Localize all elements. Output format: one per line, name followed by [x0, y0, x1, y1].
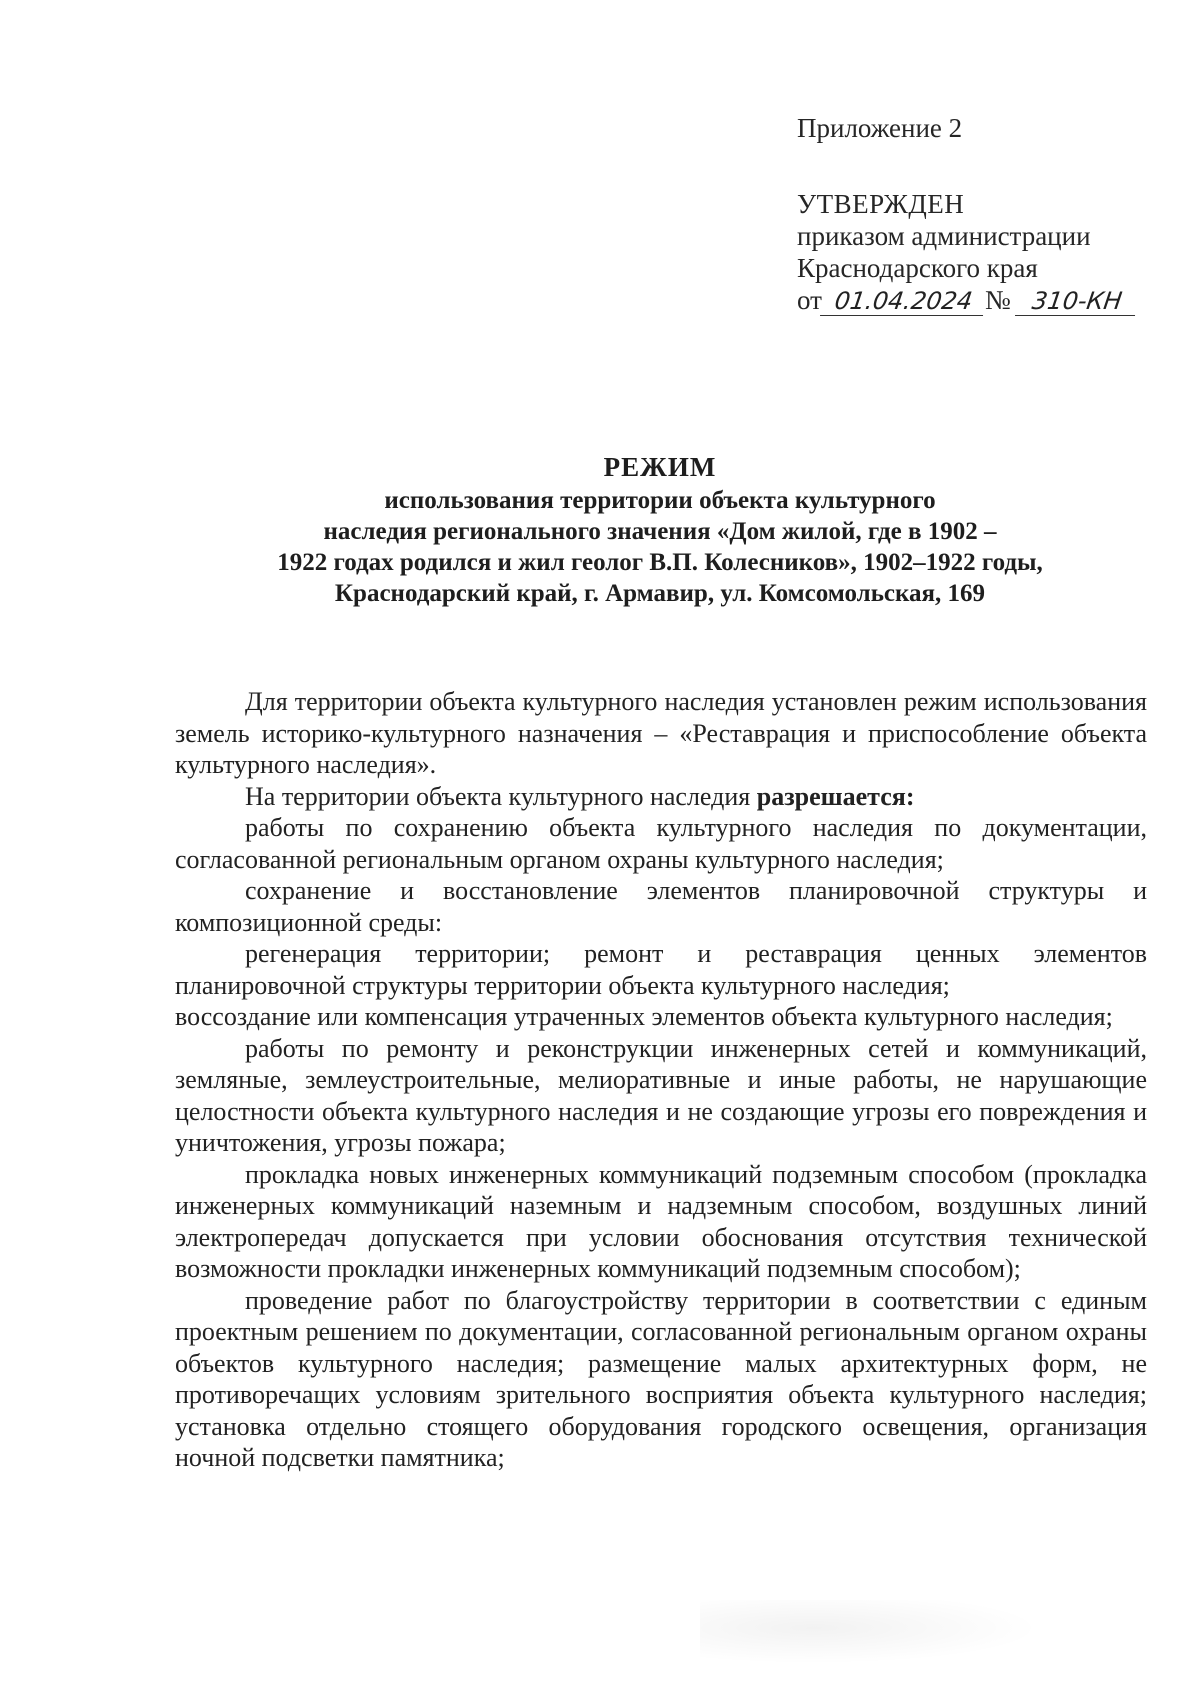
document-title — [170, 452, 1150, 609]
handwritten-date: 01.04.2024 — [820, 287, 987, 316]
document-body — [175, 686, 1147, 1474]
title-line-4: Краснодарский край, г. Армавир, ул. Комсомольская, 169 — [334, 580, 986, 607]
paragraph-regeneration: регенерация территории; ремонт и реставрация ценных элементов планировочной структуры территории объекта культурного наследия; — [175, 939, 1147, 1000]
paragraph-structure-restoration: сохранение и восстановление элементов планировочной структуры и композиционной среды: — [175, 876, 1147, 937]
handwritten-number: 310-КН — [1015, 287, 1139, 316]
paragraph-recreation: воссоздание или компенсация утраченных элементов объекта культурного наследия; — [175, 1002, 1113, 1031]
approval-date-number-line — [797, 284, 1137, 316]
from-prefix: от — [797, 285, 822, 315]
title-line-1: использования территории объекта культурного — [384, 487, 936, 514]
permitted-intro-text: На территории объекта культурного наследия — [245, 781, 757, 811]
paragraph-landscaping: проведение работ по благоустройству территории в соответствии с единым проектным решением по документации, согласованной региональным органом охраны объектов культурного наследия; размещение малых архитектурных форм, не противоречащих условиям зрительного восприятия объекта культурного наследия; установка отдельно стоящего оборудования городского освещения, организация ночной подсветки памятника; — [175, 1285, 1147, 1472]
title-line-2: наследия регионального значения «Дом жилой, где в 1902 – — [323, 518, 997, 545]
approval-line-region: Краснодарского края — [797, 253, 1038, 283]
approval-stamp-block — [797, 112, 1137, 316]
annex-label: Приложение 2 — [797, 113, 963, 143]
number-sign: № — [984, 285, 1011, 315]
approval-line-order: приказом администрации — [797, 221, 1091, 251]
permitted-keyword: разрешается: — [756, 781, 915, 811]
title-main: РЕЖИМ — [603, 452, 717, 482]
paragraph-new-communications: прокладка новых инженерных коммуникаций подземным способом (прокладка инженерных коммуникаций наземным и надземным способом, воздушных линий электропередач допускается при условии обоснования отсутствия технической возможности прокладки инженерных коммуникаций подземным способом); — [175, 1159, 1147, 1283]
paragraph-permitted-intro — [175, 781, 1147, 813]
paragraph-regime: Для территории объекта культурного наследия установлен режим использования земель историко-культурного назначения – «Реставрация и приспособление объекта культурного наследия». — [175, 687, 1147, 779]
scan-artifact — [700, 1600, 1080, 1670]
paragraph-preservation-works: работы по сохранению объекта культурного наследия по документации, согласованной региональным органом охраны культурного наследия; — [175, 813, 1147, 874]
paragraph-engineering-repair: работы по ремонту и реконструкции инженерных сетей и коммуникаций, земляные, землеустроительные, мелиоративные и иные работы, не нарушающие целостности объекта культурного наследия и не создающие угрозы его повреждения и уничтожения, угрозы пожара; — [175, 1033, 1147, 1157]
title-line-3: 1922 годах родился и жил геолог В.П. Колесников», 1902–1922 годы, — [277, 549, 1043, 576]
approved-heading: УТВЕРЖДЕН — [797, 189, 965, 219]
